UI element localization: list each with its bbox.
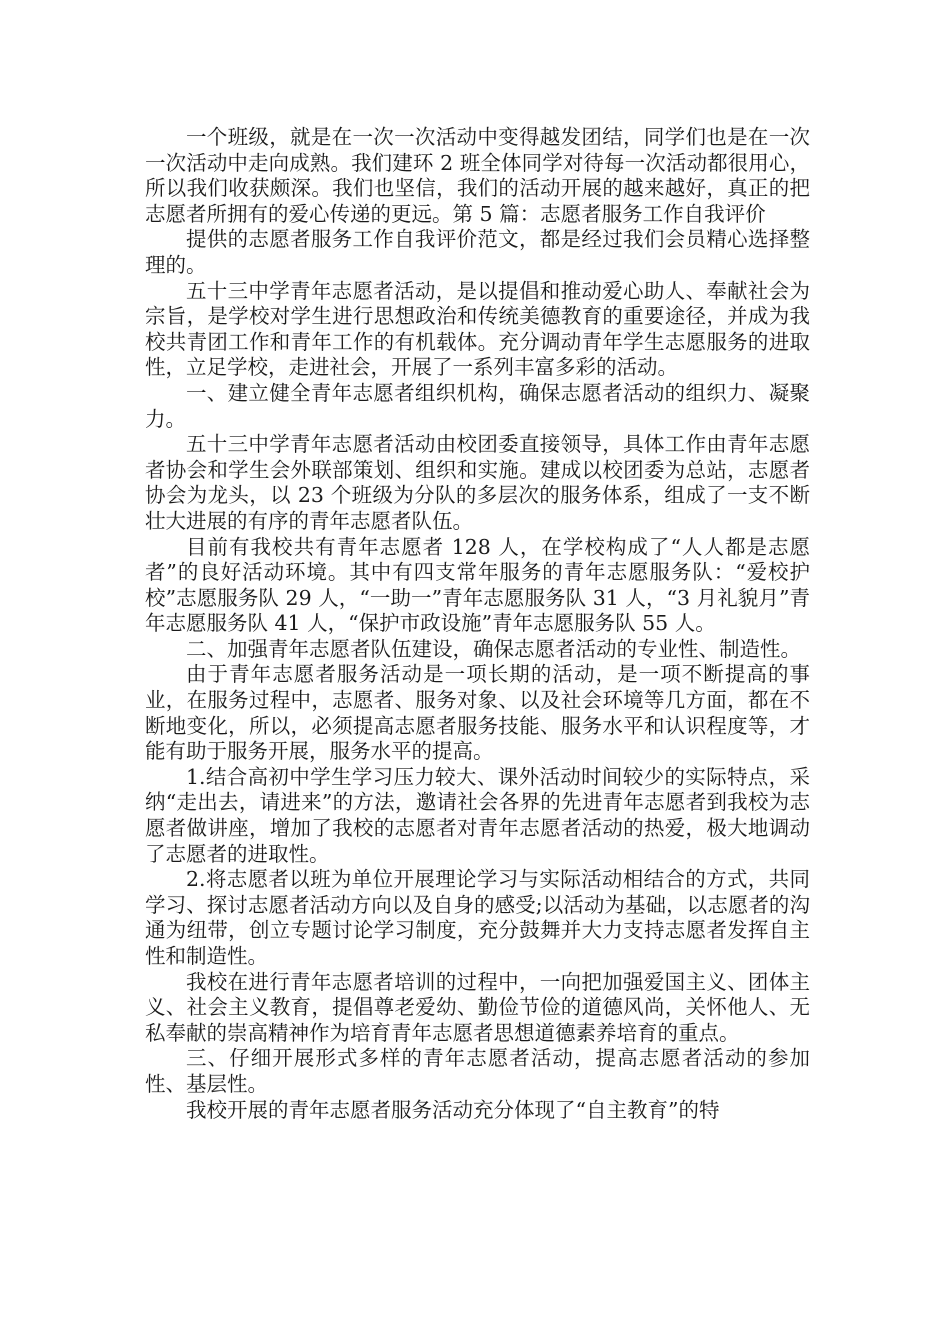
paragraph: 一个班级，就是在一次一次活动中变得越发团结，同学们也是在一次一次活动中走向成熟。我们建环 2 班全体同学对待每一次活动都很用心，所以我们收获颇深。我们也坚信，我们的活动开展的越来越好，真正的把志愿者所拥有的爱心传递的更远。第 5 篇：志愿者服务工作自我评价	[145, 125, 810, 226]
paragraph: 五十三中学青年志愿者活动由校团委直接领导，具体工作由青年志愿者协会和学生会外联部策划、组织和实施。建成以校团委为总站，志愿者协会为龙头，以 23 个班级为分队的多层次的服务体系，组成了一支不断壮大进展的有序的青年志愿者队伍。	[145, 432, 810, 533]
section-heading: 二、加强青年志愿者队伍建设，确保志愿者活动的专业性、制造性。	[186, 636, 801, 661]
paragraph: 由于青年志愿者服务活动是一项长期的活动，是一项不断提高的事业，在服务过程中，志愿者、服务对象、以及社会环境等几方面，都在不断地变化，所以，必须提高志愿者服务技能、服务水平和认识程度等，才能有助于服务开展，服务水平的提高。	[145, 662, 810, 764]
paragraph: 我校在进行青年志愿者培训的过程中，一向把加强爱国主义、团体主义、社会主义教育，提倡尊老爱幼、勤俭节俭的道德风尚，关怀他人、无私奉献的崇高精神作为培育青年志愿者思想道德素养培育的重点。	[145, 969, 810, 1045]
document-body	[145, 125, 810, 1123]
section-heading: 三、仔细开展形式多样的青年志愿者活动，提高志愿者活动的参加性、基层性。	[145, 1046, 810, 1096]
paragraph: 五十三中学青年志愿者活动，是以提倡和推动爱心助人、奉献社会为宗旨，是学校对学生进行思想政治和传统美德教育的重要途径，并成为我校共青团工作和青年工作的有机载体。充分调动青年学生志愿服务的进取性，立足学校，走进社会，开展了一系列丰富多彩的活动。	[145, 278, 810, 380]
paragraph: 提供的志愿者服务工作自我评价范文，都是经过我们会员精心选择整理的。	[145, 227, 810, 277]
paragraph: 目前有我校共有青年志愿者 128 人，在学校构成了“人人都是志愿者”的良好活动环境。其中有四支常年服务的青年志愿服务队：“爱校护校”志愿服务队 29 人，“一助一”青年志愿服务队 31 人，“3 月礼貌月”青年志愿服务队 41 人，“保护市政设施”青年志愿服务队 55 人。	[145, 534, 810, 636]
list-item: 1.结合高初中学生学习压力较大、课外活动时间较少的实际特点，采纳“走出去，请进来”的方法，邀请社会各界的先进青年志愿者到我校为志愿者做讲座，增加了我校的志愿者对青年志愿者活动的热爱，极大地调动了志愿者的进取性。	[145, 764, 810, 866]
list-item: 2.将志愿者以班为单位开展理论学习与实际活动相结合的方式，共同学习、探讨志愿者活动方向以及自身的感受;以活动为基础，以志愿者的沟通为纽带，创立专题讨论学习制度，充分鼓舞并大力支持志愿者发挥自主性和制造性。	[145, 867, 810, 968]
section-heading: 一、建立健全青年志愿者组织机构，确保志愿者活动的组织力、凝聚力。	[145, 380, 810, 431]
paragraph: 我校开展的青年志愿者服务活动充分体现了“自主教育”的特	[186, 1097, 720, 1122]
